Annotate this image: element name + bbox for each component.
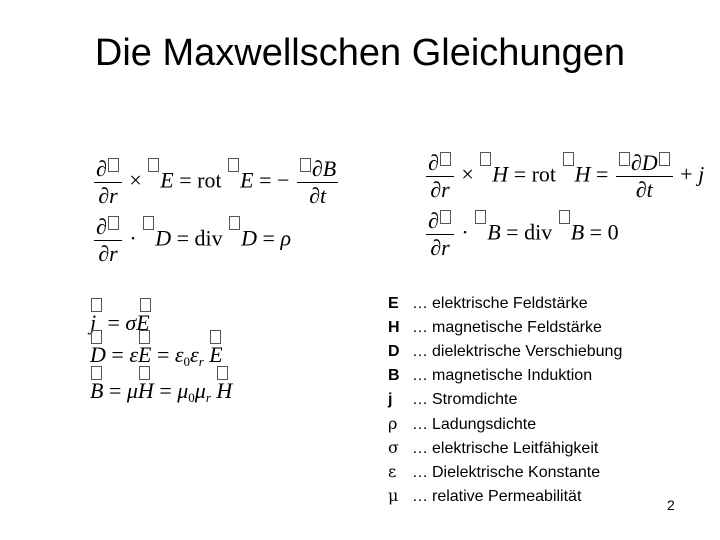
legend-symbol: j bbox=[388, 391, 393, 408]
legend-description: magnetische Feldstärke bbox=[432, 319, 602, 336]
symbol-e: E bbox=[160, 167, 174, 193]
legend-ellipsis: … bbox=[412, 343, 428, 360]
equation-d-field: D = ε $E = \varepsilon_0\varepsilon_r$ E bbox=[90, 330, 223, 368]
legend-row bbox=[388, 316, 622, 340]
legend-description: Dielektrische Konstante bbox=[432, 464, 601, 481]
legend-ellipsis: … bbox=[412, 319, 428, 336]
legend-symbol: ρ bbox=[388, 414, 398, 433]
legend-description: magnetische Induktion bbox=[432, 367, 593, 384]
legend-symbol: ε bbox=[388, 462, 397, 481]
legend-row bbox=[388, 436, 622, 460]
equation-curl-e: $\frac{\partial}{\partial r}$ × E = rot E = − $\frac{\partial B}{\partial t}$ bbox=[96, 156, 337, 208]
legend-symbol: μ bbox=[388, 486, 399, 505]
legend-description: Stromdichte bbox=[432, 391, 518, 408]
symbol-legend bbox=[388, 292, 622, 508]
legend-ellipsis: … bbox=[412, 367, 428, 384]
partial-fraction: $\frac{\partial}{\partial r}$ bbox=[94, 158, 122, 207]
legend-row bbox=[388, 364, 622, 388]
equation-b-field: B = μ $H = \mu_0\mu_r$ H bbox=[90, 366, 232, 404]
legend-symbol: D bbox=[388, 343, 400, 360]
legend-symbol: B bbox=[388, 367, 400, 384]
legend-row bbox=[388, 292, 622, 316]
legend-row bbox=[388, 388, 622, 412]
legend-symbol: E bbox=[388, 295, 399, 312]
legend-description: relative Permeabilität bbox=[432, 488, 582, 505]
equation-curl-h: $\frac{\partial}{\partial r}$ × H = rot H = $\frac{\partial D}{\partial t}$ + j bbox=[428, 150, 705, 202]
legend-ellipsis: … bbox=[412, 488, 428, 505]
partial-fraction: $\frac{\partial}{\partial r}$ bbox=[426, 152, 454, 201]
legend-ellipsis: … bbox=[412, 440, 428, 457]
legend-symbol: H bbox=[388, 319, 400, 336]
legend-description: Ladungsdichte bbox=[432, 416, 537, 433]
cross-operator: × bbox=[129, 167, 142, 193]
equation-div-d: $\frac{\partial}{\partial r}$ · D = div D = ρ bbox=[96, 214, 292, 266]
legend-ellipsis: … bbox=[412, 464, 428, 481]
time-derivative-fraction: $\frac{\partial B}{\partial t}$ bbox=[297, 158, 338, 207]
div-operator: div bbox=[194, 225, 223, 251]
partial-fraction: $\frac{\partial}{\partial r}$ bbox=[426, 210, 454, 259]
equation-ohm: j = σ E bbox=[90, 298, 152, 334]
legend-row bbox=[388, 340, 622, 364]
legend-description: dielektrische Verschiebung bbox=[432, 343, 623, 360]
rot-operator: rot bbox=[197, 167, 222, 193]
legend-description: elektrische Feldstärke bbox=[432, 295, 588, 312]
time-derivative-fraction: $\frac{\partial D}{\partial t}$ bbox=[616, 152, 673, 201]
legend-row bbox=[388, 412, 622, 436]
slide-title: Die Maxwellschen Gleichungen bbox=[94, 32, 626, 74]
legend-ellipsis: … bbox=[412, 416, 428, 433]
legend-ellipsis: … bbox=[412, 391, 428, 408]
partial-fraction: $\frac{\partial}{\partial r}$ bbox=[94, 216, 122, 265]
equation-div-b: $\frac{\partial}{\partial r}$ · B = div B = 0 bbox=[428, 208, 619, 260]
legend-row bbox=[388, 484, 622, 508]
legend-symbol: σ bbox=[388, 438, 399, 457]
legend-description: elektrische Leitfähigkeit bbox=[432, 440, 599, 457]
page-number: 2 bbox=[667, 497, 675, 513]
legend-row bbox=[388, 460, 622, 484]
legend-ellipsis: … bbox=[412, 295, 428, 312]
